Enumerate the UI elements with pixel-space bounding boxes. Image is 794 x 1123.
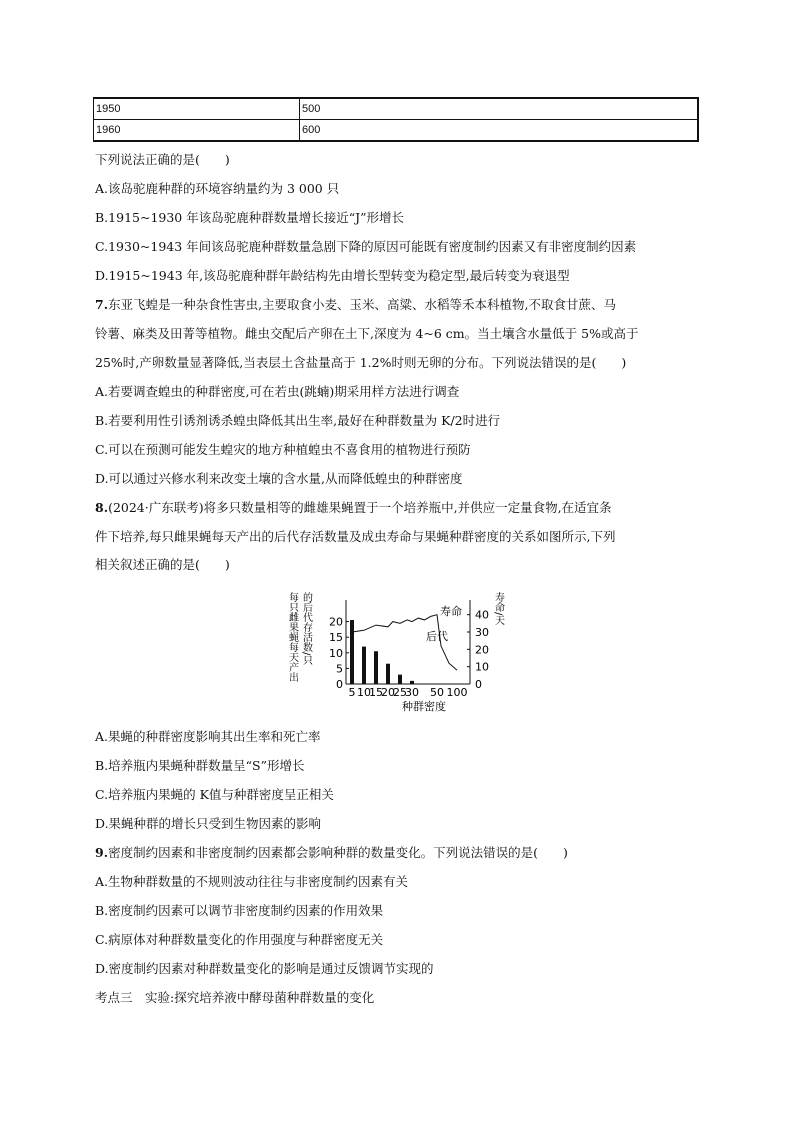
table-cell-count: 500 — [300, 98, 699, 120]
chart-line-series-label: 寿命 — [440, 605, 462, 618]
q6-option-a: A.该岛驼鹿种群的环境容纳量约为 3 000 只 — [95, 181, 340, 196]
chart-y-right-tick-label: 20 — [475, 643, 489, 657]
q7-line-2: 铃薯、麻类及田菁等植物。雌虫交配后产卵在土下,深度为 4~6 cm。当土壤含水量低于 5%或高于 — [95, 326, 639, 341]
chart-bar — [386, 664, 390, 684]
data-table — [93, 97, 699, 142]
q7-number: 7. — [95, 297, 109, 312]
q7-text-1: 东亚飞蝗是一种杂食性害虫,主要取食小麦、玉米、高粱、水稻等禾本科植物,不取食甘蔗、马 — [108, 297, 617, 312]
q8-option-c: C.培养瓶内果蝇的 K值与种群密度呈正相关 — [95, 787, 334, 802]
chart-y-left-tick-label: 0 — [336, 678, 343, 691]
chart-x-tick-label: 20 — [381, 686, 395, 699]
chart-y-right-tick-label: 40 — [475, 608, 489, 622]
q7-option-a: A.若要调查蝗虫的种群密度,可在若虫(跳蝻)期采用样方法进行调查 — [95, 384, 460, 399]
section-heading: 考点三 实验:探究培养液中酵母菌种群数量的变化 — [95, 990, 375, 1005]
chart-x-tick-label: 25 — [393, 686, 407, 699]
chart-y-right-label: 寿命/天 — [492, 592, 504, 626]
chart-y-left-tick-label: 20 — [329, 615, 343, 629]
q6-option-b: B.1915~1930 年该岛驼鹿种群数量增长接近“J”形增长 — [95, 210, 405, 225]
chart-y-right-tick-label: 30 — [475, 626, 489, 639]
q6-option-d: D.1915~1943 年,该岛驼鹿种群年龄结构先由增长型转变为稳定型,最后转变为衰退型 — [95, 268, 570, 283]
q9-number: 9. — [95, 845, 109, 860]
q8-line-1 — [95, 502, 612, 515]
chart-bar — [410, 681, 414, 684]
q6-stem: 下列说法正确的是( ) — [95, 152, 230, 167]
chart-x-tick-label: 100 — [446, 686, 468, 699]
chart-bar — [362, 647, 366, 684]
q9-stem: 密度制约因素和非密度制约因素都会影响种群的数量变化。下列说法错误的是( ) — [108, 845, 568, 860]
chart-y-left-tick-label: 15 — [329, 631, 343, 645]
table-row — [94, 120, 699, 142]
q8-number: 8. — [95, 500, 109, 515]
chart-y-left-label-1: 每只雌果蝇每天产出 — [286, 592, 298, 682]
chart-bar — [374, 651, 378, 684]
q8-text-1: (2024·广东联考)将多只数量相等的雌雄果蝇置于一个培养瓶中,并供应一定量食物,在适宜条 — [108, 500, 612, 515]
q6-option-c: C.1930~1943 年间该岛驼鹿种群数量急剧下降的原因可能既有密度制约因素又有非密度制约因素 — [95, 239, 637, 254]
q8-line-3: 相关叙述正确的是( ) — [95, 557, 230, 572]
chart-y-left-label-2: 的后代存活数/只 — [300, 592, 312, 666]
q9-option-c: C.病原体对种群数量变化的作用强度与种群密度无关 — [95, 932, 384, 947]
chart-x-tick-label: 15 — [369, 686, 383, 699]
chart-x-tick-label: 5 — [348, 686, 356, 699]
chart-x-label: 种群密度 — [402, 700, 446, 713]
chart-y-right-tick-label: 0 — [475, 678, 482, 691]
q9-option-a: A.生物种群数量的不规则波动往往与非密度制约因素有关 — [95, 874, 409, 889]
chart-bar-series-label: 后代 — [426, 630, 448, 643]
q7-option-b: B.若要利用性引诱剂诱杀蝗虫降低其出生率,最好在种群数量为 K/2时进行 — [95, 413, 501, 428]
table-cell-year: 1960 — [94, 120, 300, 142]
q8-option-b: B.培养瓶内果蝇种群数量呈“S”形增长 — [95, 758, 305, 773]
chart-x-tick-label: 30 — [405, 686, 419, 699]
density-chart — [286, 588, 506, 714]
table-cell-count: 600 — [300, 120, 699, 142]
chart-bar — [398, 675, 402, 684]
chart-y-right-tick-label: 10 — [475, 660, 489, 674]
q7-option-d: D.可以通过兴修水利来改变土壤的含水量,从而降低蝗虫的种群密度 — [95, 471, 463, 486]
q7-option-c: C.可以在预测可能发生蝗灾的地方种植蝗虫不喜食用的植物进行预防 — [95, 442, 471, 457]
chart-y-left-tick-label: 5 — [336, 662, 343, 676]
chart-x-tick-label: 10 — [357, 686, 371, 699]
table-row — [94, 98, 699, 120]
chart-x-tick-label: 50 — [430, 686, 444, 699]
q9-line-1 — [95, 847, 568, 860]
q7-line-3: 25%时,产卵数量显著降低,当表层土含盐量高于 1.2%时则无卵的分布。下列说法错误的是( ) — [95, 355, 627, 370]
q8-option-d: D.果蝇种群的增长只受到生物因素的影响 — [95, 816, 322, 831]
q9-option-b: B.密度制约因素可以调节非密度制约因素的作用效果 — [95, 903, 384, 918]
q9-option-d: D.密度制约因素对种群数量变化的影响是通过反馈调节实现的 — [95, 961, 434, 976]
q8-line-2: 件下培养,每只雌果蝇每天产出的后代存活数量及成虫寿命与果蝇种群密度的关系如图所示,下列 — [95, 529, 616, 544]
chart-y-left-tick-label: 10 — [329, 646, 343, 660]
q7-line-1 — [95, 299, 616, 312]
chart-bar — [350, 620, 354, 684]
q8-option-a: A.果蝇的种群密度影响其出生率和死亡率 — [95, 729, 321, 744]
table-cell-year: 1950 — [94, 98, 300, 120]
